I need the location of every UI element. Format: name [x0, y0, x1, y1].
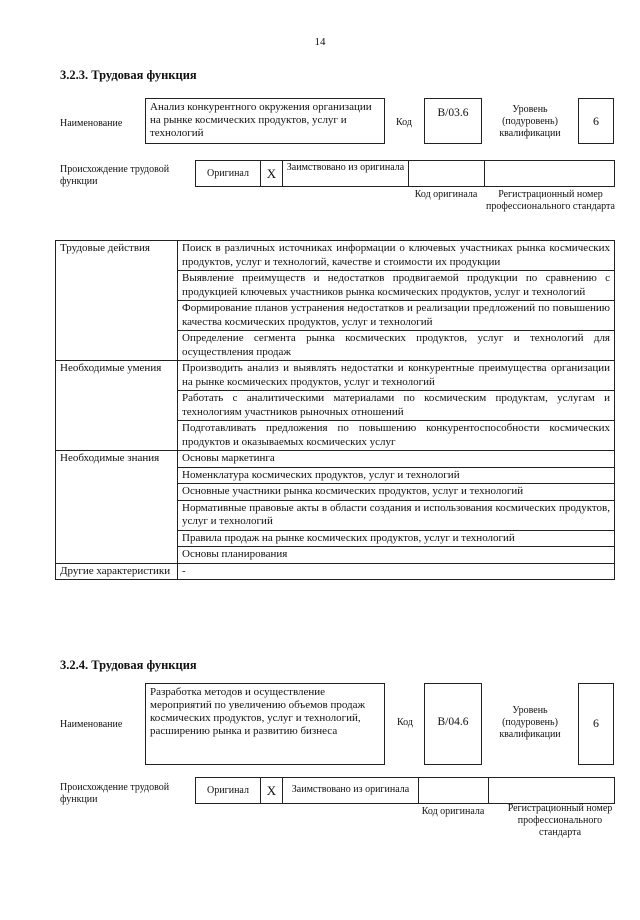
- original-mark-2: X: [261, 778, 283, 803]
- row-header: Необходимые умения: [56, 361, 178, 451]
- code-value-1: B/03.6: [424, 98, 482, 144]
- code-label-1: Код: [396, 117, 412, 128]
- section-heading-1: 3.2.3. Трудовая функция: [60, 68, 197, 82]
- borrowed-label-1: Заимствовано из оригинала: [283, 161, 409, 186]
- table-row: [56, 451, 615, 468]
- row-header: Необходимые знания: [56, 451, 178, 564]
- origin-row-2: [195, 777, 615, 804]
- page-number: 14: [314, 36, 326, 48]
- table-cell: Основы планирования: [178, 547, 615, 564]
- reg-caption-1: Регистрационный номер профессионального стандарта: [486, 189, 615, 212]
- reg-number-cell-1: [485, 161, 614, 186]
- level-value-2: 6: [578, 683, 614, 765]
- origin-row-1: [195, 160, 615, 187]
- name-label-2: Наименование: [60, 719, 123, 730]
- table-cell: Нормативные правовые акты в области создания и использования космических продуктов, услуг и технологий: [178, 500, 615, 530]
- table-cell: Поиск в различных источниках информации о ключевых участниках рынка космических продуктов, услуг и технологий, качестве и стоимости их продукции: [178, 241, 615, 271]
- code-label-2: Код: [397, 717, 413, 728]
- code-orig-caption-1: Код оригинала: [414, 189, 478, 200]
- table-cell: Основы маркетинга: [178, 451, 615, 468]
- code-orig-cell-2: [419, 778, 489, 803]
- code-value-2: B/04.6: [424, 683, 482, 765]
- function-details-table: [55, 240, 615, 580]
- origin-label-2: Происхождение трудовой функции: [60, 782, 170, 805]
- table-cell: Основные участники рынка космических продуктов, услуг и технологий: [178, 484, 615, 501]
- original-mark-1: X: [261, 161, 283, 186]
- table-row: [56, 241, 615, 271]
- table-cell: Формирование планов устранения недостатков и реализации предложений по повышению качества космических продуктов, услуг и технологий: [178, 301, 615, 331]
- table-cell: Выявление преимуществ и недостатков продвигаемой продукции по сравнению с продукцией ключевых участников рынка космических продуктов, услуг и технологий: [178, 271, 615, 301]
- table-cell: -: [178, 563, 615, 580]
- name-value-1: Анализ конкурентного окружения организации на рынке космических продуктов, услуг и технологий: [145, 98, 385, 144]
- name-label-1: Наименование: [60, 118, 123, 129]
- table-row: [56, 361, 615, 391]
- level-label-2: Уровень (подуровень) квалификации: [499, 705, 561, 740]
- table-cell: Правила продаж на рынке космических продуктов, услуг и технологий: [178, 530, 615, 547]
- table-cell: Производить анализ и выявлять недостатки и конкурентные преимущества организации на рынке космических продуктов, услуг и технологий: [178, 361, 615, 391]
- reg-caption-2: Регистрационный номер профессионального стандарта: [507, 803, 613, 838]
- origin-label-1: Происхождение трудовой функции: [60, 164, 170, 187]
- table-cell: Определение сегмента рынка космических продуктов, услуг и технологий для осуществления продаж: [178, 331, 615, 361]
- section-heading-2: 3.2.4. Трудовая функция: [60, 658, 197, 672]
- table-cell: Работать с аналитическими материалами по космическим продуктам, услугам и технологиям участников рыночных отношений: [178, 391, 615, 421]
- level-value-1: 6: [578, 98, 614, 144]
- original-label-1: Оригинал: [196, 161, 261, 186]
- borrowed-label-2: Заимствовано из оригинала: [283, 778, 419, 803]
- reg-number-cell-2: [489, 778, 614, 803]
- level-label-1: Уровень (подуровень) квалификации: [499, 104, 561, 139]
- table-cell: Подготавливать предложения по повышению конкурентоспособности космических продуктов и оказываемых космических услуг: [178, 421, 615, 451]
- name-value-2: Разработка методов и осуществление мероприятий по увеличению объемов продаж космических продуктов, услуг и технологий, расширению рынка и развитию бизнеса: [145, 683, 385, 765]
- table-row: [56, 563, 615, 580]
- row-header: Другие характеристики: [56, 563, 178, 580]
- original-label-2: Оригинал: [196, 778, 261, 803]
- code-orig-caption-2: Код оригинала: [421, 806, 485, 817]
- row-header: Трудовые действия: [56, 241, 178, 361]
- code-orig-cell-1: [409, 161, 485, 186]
- table-cell: Номенклатура космических продуктов, услуг и технологий: [178, 467, 615, 484]
